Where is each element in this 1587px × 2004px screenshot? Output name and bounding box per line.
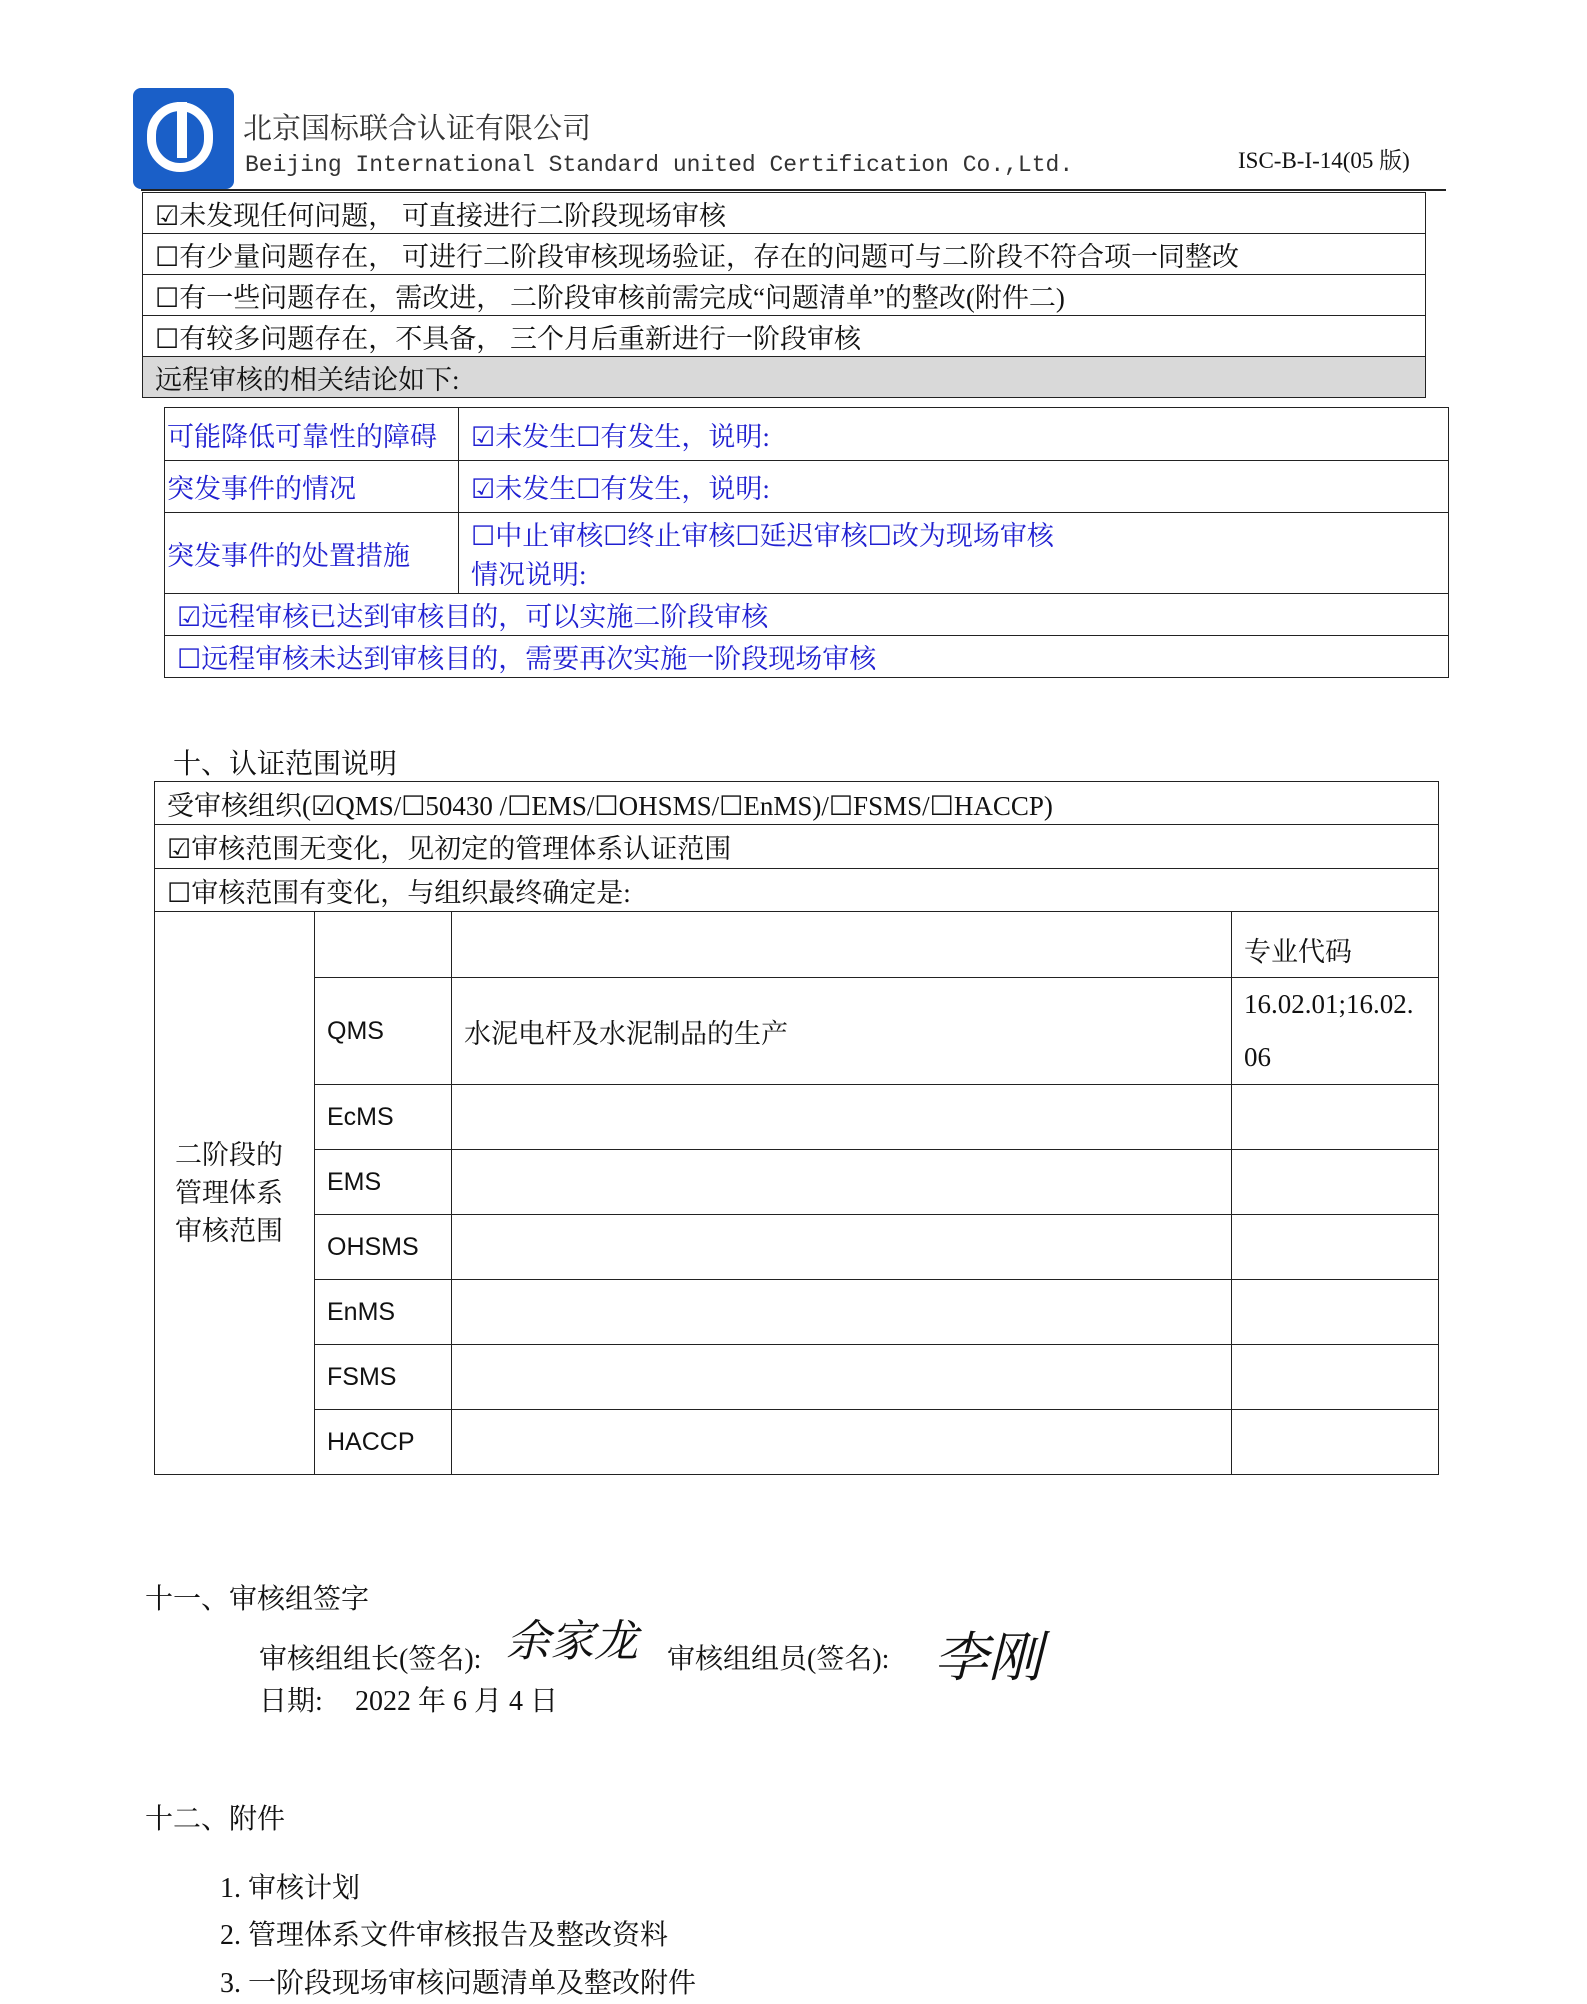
result-option: ☑远程审核已达到审核目的，可以实施二阶段审核 bbox=[165, 594, 1449, 636]
row-label: 突发事件的处置措施 bbox=[165, 513, 459, 594]
scope-label: 二阶段的管理体系审核范围 bbox=[155, 912, 315, 1475]
system-scope: 水泥电杆及水泥制品的生产 bbox=[452, 978, 1232, 1085]
conclusion-option: ☐有一些问题存在，需改进， 二阶段审核前需完成“问题清单”的整改(附件二) bbox=[143, 275, 1426, 316]
remote-heading: 远程审核的相关结论如下: bbox=[143, 357, 1426, 398]
measures-note: 情况说明: bbox=[471, 560, 587, 590]
member-signature: 李刚 bbox=[934, 1626, 1042, 1689]
scope-table bbox=[154, 781, 1439, 1475]
section11-title: 十一、审核组签字 bbox=[145, 1584, 370, 1615]
system-code bbox=[1232, 1215, 1439, 1280]
code-header: 专业代码 bbox=[1232, 912, 1439, 978]
row-label: 突发事件的情况 bbox=[165, 461, 459, 513]
system-code bbox=[1232, 1280, 1439, 1345]
conclusion-option: ☐有少量问题存在， 可进行二阶段审核现场验证，存在的问题可与二阶段不符合项一同整改 bbox=[143, 234, 1426, 275]
system-scope bbox=[452, 1215, 1232, 1280]
header-divider bbox=[141, 189, 1446, 191]
conclusion-option: ☑未发现任何问题， 可直接进行二阶段现场审核 bbox=[143, 193, 1426, 234]
row-value: ☑未发生☐有发生，说明: bbox=[459, 408, 1449, 461]
system-name: FSMS bbox=[315, 1345, 452, 1410]
member-label: 审核组组员(签名): bbox=[667, 1644, 890, 1675]
doc-version: ISC-B-I-14(05 版) bbox=[1238, 148, 1410, 173]
row-value: ☑未发生☐有发生，说明: bbox=[459, 461, 1449, 513]
system-code bbox=[1232, 1345, 1439, 1410]
company-name-en: Beijing International Standard united Certification Co.,Ltd. bbox=[245, 152, 1074, 178]
company-name-cn: 北京国标联合认证有限公司 bbox=[243, 113, 592, 145]
scope-unchanged: ☑审核范围无变化，见初定的管理体系认证范围 bbox=[155, 825, 1439, 869]
system-name: EcMS bbox=[315, 1085, 452, 1150]
conclusion-option: ☐有较多问题存在，不具备， 三个月后重新进行一阶段审核 bbox=[143, 316, 1426, 357]
system-scope bbox=[452, 1345, 1232, 1410]
system-name: QMS bbox=[315, 978, 452, 1085]
section12-title: 十二、附件 bbox=[145, 1804, 286, 1835]
attachment-item: 3. 一阶段现场审核问题清单及整改附件 bbox=[220, 1968, 697, 1999]
company-logo bbox=[133, 88, 234, 189]
measures-options: ☐中止审核☐终止审核☐延迟审核☐改为现场审核 bbox=[471, 521, 1054, 551]
stage1-conclusion-table bbox=[142, 192, 1426, 398]
row-value bbox=[459, 513, 1449, 594]
leader-signature: 余家龙 bbox=[506, 1616, 638, 1667]
attachment-item: 1. 审核计划 bbox=[220, 1873, 361, 1904]
row-label: 可能降低可靠性的障碍 bbox=[165, 408, 459, 461]
org-line: 受审核组织(☑QMS/☐50430 /☐EMS/☐OHSMS/☐EnMS)/☐FSMS/☐HACCP) bbox=[155, 782, 1439, 825]
leader-label: 审核组组长(签名): bbox=[259, 1644, 482, 1675]
system-code bbox=[1232, 1410, 1439, 1475]
attachment-item: 2. 管理体系文件审核报告及整改资料 bbox=[220, 1920, 669, 1951]
system-scope bbox=[452, 1410, 1232, 1475]
system-scope bbox=[452, 1085, 1232, 1150]
result-option: ☐远程审核未达到审核目的，需要再次实施一阶段现场审核 bbox=[165, 636, 1449, 678]
system-code: 16.02.01;16.02.06 bbox=[1232, 978, 1439, 1085]
system-scope bbox=[452, 1150, 1232, 1215]
date-value: 2022 年 6 月 4 日 bbox=[355, 1686, 559, 1717]
system-name: EMS bbox=[315, 1150, 452, 1215]
system-name: OHSMS bbox=[315, 1215, 452, 1280]
date-label: 日期: bbox=[259, 1686, 323, 1717]
scope-changed: ☐审核范围有变化，与组织最终确定是: bbox=[155, 869, 1439, 912]
system-name: EnMS bbox=[315, 1280, 452, 1345]
system-code bbox=[1232, 1085, 1439, 1150]
system-code bbox=[1232, 1150, 1439, 1215]
remote-audit-table bbox=[164, 407, 1449, 678]
system-scope bbox=[452, 1280, 1232, 1345]
system-name: HACCP bbox=[315, 1410, 452, 1475]
section10-title: 十、认证范围说明 bbox=[173, 749, 398, 780]
